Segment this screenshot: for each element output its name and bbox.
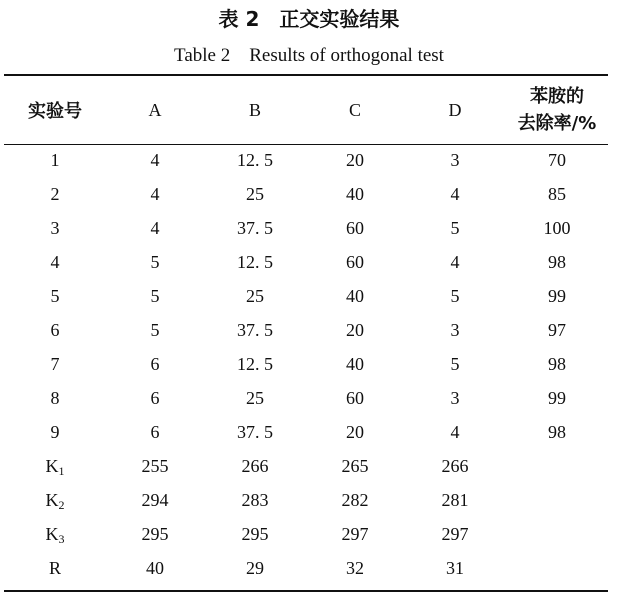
table-row xyxy=(0,211,618,245)
cell-b: 12. 5 xyxy=(237,354,273,374)
table-caption-cn: 表 2 正交实验结果 xyxy=(218,7,400,31)
cell-a: 6 xyxy=(150,388,160,408)
table-row xyxy=(0,347,618,381)
header-d: D xyxy=(448,99,462,120)
cell-a: 40 xyxy=(146,558,164,578)
cell-removal: 70 xyxy=(548,150,566,170)
cell-a: 5 xyxy=(150,320,160,340)
cell-run: 4 xyxy=(50,252,60,272)
cell-run: 1 xyxy=(50,150,60,170)
summary-label-text: R xyxy=(48,558,61,578)
cell-b: 12. 5 xyxy=(237,252,273,272)
cell-a: 295 xyxy=(141,524,169,544)
cell-removal: 98 xyxy=(548,252,566,272)
summary-label-subscript: 3 xyxy=(58,532,65,546)
cell-d: 3 xyxy=(450,150,460,170)
cell-d: 3 xyxy=(450,320,460,340)
cell-d: 5 xyxy=(450,286,460,306)
cell-c: 20 xyxy=(346,422,364,442)
summary-label-subscript: 1 xyxy=(58,464,65,478)
cell-b: 283 xyxy=(241,490,269,510)
cell-c: 297 xyxy=(341,524,369,544)
header-c: C xyxy=(348,99,361,120)
cell-a: 5 xyxy=(150,286,160,306)
header-a: A xyxy=(148,99,162,120)
cell-run: 5 xyxy=(50,286,60,306)
cell-run: 2 xyxy=(50,184,60,204)
cell-a: 6 xyxy=(150,354,160,374)
cell-b: 266 xyxy=(241,456,269,476)
summary-row xyxy=(0,517,618,551)
cell-b: 29 xyxy=(246,558,264,578)
cell-c: 60 xyxy=(346,252,364,272)
summary-label-subscript: 2 xyxy=(58,498,65,512)
cell-b: 37. 5 xyxy=(237,320,273,340)
table-row xyxy=(0,381,618,415)
cell-a: 6 xyxy=(150,422,160,442)
cell-c: 40 xyxy=(346,286,364,306)
cell-run: 6 xyxy=(50,320,60,340)
header-removal-line1: 苯胺的 xyxy=(529,86,584,107)
header-removal-rate xyxy=(505,76,609,144)
header-b: B xyxy=(248,99,261,120)
cell-a: 4 xyxy=(150,218,160,238)
cell-b: 12. 5 xyxy=(237,150,273,170)
cell-removal: 85 xyxy=(548,184,566,204)
table-row xyxy=(0,143,618,177)
table-row xyxy=(0,313,618,347)
table-caption-en: Table 2 Results of orthogonal test xyxy=(174,45,444,66)
cell-run: 7 xyxy=(50,354,60,374)
cell-removal: 98 xyxy=(548,422,566,442)
cell-removal: 97 xyxy=(548,320,566,340)
table-row xyxy=(0,415,618,449)
cell-c: 40 xyxy=(346,354,364,374)
summary-label-text: K xyxy=(45,456,59,476)
cell-d: 297 xyxy=(441,524,469,544)
cell-d: 5 xyxy=(450,354,460,374)
cell-a: 255 xyxy=(141,456,169,476)
cell-c: 20 xyxy=(346,150,364,170)
cell-c: 282 xyxy=(341,490,369,510)
cell-d: 5 xyxy=(450,218,460,238)
cell-a: 4 xyxy=(150,150,160,170)
bottom-rule xyxy=(4,590,608,592)
cell-summary-label xyxy=(5,517,105,551)
cell-a: 5 xyxy=(150,252,160,272)
cell-d: 4 xyxy=(450,184,460,204)
cell-run: 3 xyxy=(50,218,60,238)
cell-a: 4 xyxy=(150,184,160,204)
summary-row xyxy=(0,551,618,585)
table-row xyxy=(0,177,618,211)
header-removal-line2: 去除率/% xyxy=(517,113,597,134)
cell-c: 32 xyxy=(346,558,364,578)
table-row xyxy=(0,245,618,279)
cell-d: 31 xyxy=(446,558,464,578)
cell-removal: 98 xyxy=(548,354,566,374)
summary-label-text: K xyxy=(45,490,59,510)
cell-removal: 100 xyxy=(543,218,571,238)
cell-b: 295 xyxy=(241,524,269,544)
cell-summary-label xyxy=(5,483,105,517)
summary-label-text: K xyxy=(45,524,59,544)
cell-removal: 99 xyxy=(548,388,566,408)
header-run: 实验号 xyxy=(28,101,82,122)
cell-d: 3 xyxy=(450,388,460,408)
cell-c: 60 xyxy=(346,388,364,408)
cell-d: 4 xyxy=(450,422,460,442)
cell-removal: 99 xyxy=(548,286,566,306)
cell-d: 4 xyxy=(450,252,460,272)
cell-b: 37. 5 xyxy=(237,218,273,238)
summary-row xyxy=(0,483,618,517)
cell-b: 25 xyxy=(246,388,264,408)
cell-run: 8 xyxy=(50,388,60,408)
cell-b: 25 xyxy=(246,286,264,306)
cell-b: 37. 5 xyxy=(237,422,273,442)
cell-c: 60 xyxy=(346,218,364,238)
cell-c: 265 xyxy=(341,456,369,476)
cell-b: 25 xyxy=(246,184,264,204)
cell-summary-label xyxy=(5,449,105,483)
cell-run: 9 xyxy=(50,422,60,442)
summary-row xyxy=(0,449,618,483)
cell-c: 20 xyxy=(346,320,364,340)
cell-a: 294 xyxy=(141,490,169,510)
cell-d: 266 xyxy=(441,456,469,476)
cell-d: 281 xyxy=(441,490,469,510)
table-row xyxy=(0,279,618,313)
cell-c: 40 xyxy=(346,184,364,204)
cell-summary-label xyxy=(5,551,105,585)
